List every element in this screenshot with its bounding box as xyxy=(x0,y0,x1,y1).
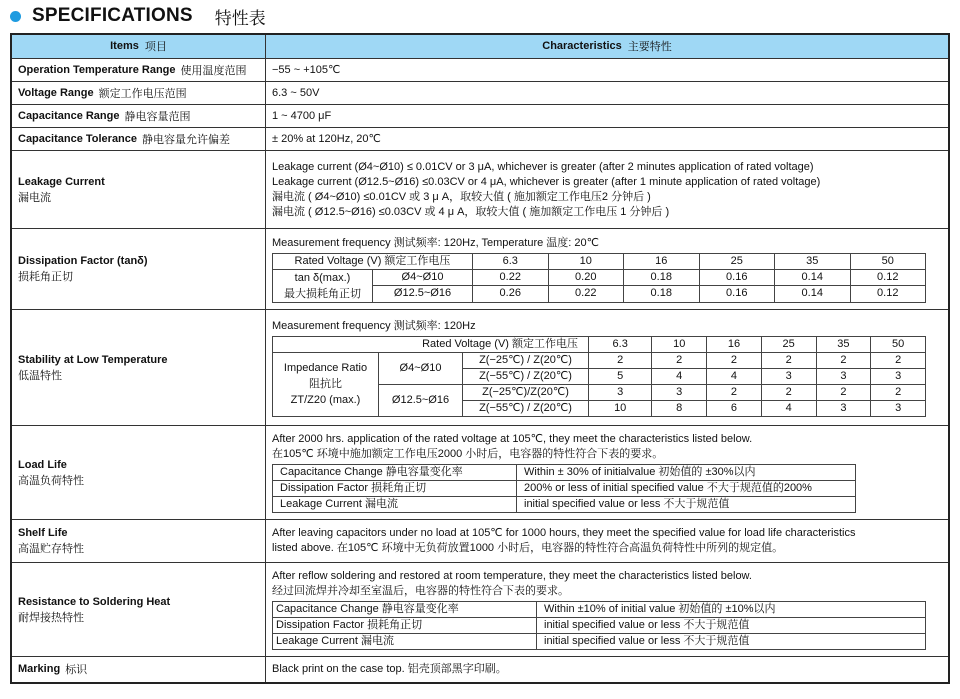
capacitance-range-label-cn: 静电容量范围 xyxy=(124,109,191,123)
load-life-requirement-cell: 200% or less of initial specified value 不大于规范值的200% xyxy=(517,481,856,497)
capacitance-tolerance-label-en: Capacitance Tolerance xyxy=(18,132,138,145)
tan-delta-cell: 0.14 xyxy=(775,286,851,303)
row-shelf-life xyxy=(12,519,948,562)
voltage-cell: 25 xyxy=(699,253,775,269)
section-title-cn: 特性表 xyxy=(214,8,266,29)
load-life-label xyxy=(12,426,266,519)
ratio-cell: 2 xyxy=(816,352,871,368)
tan-delta-cell: 0.22 xyxy=(473,269,549,286)
size-cell: Ø12.5~Ø16 xyxy=(373,286,473,303)
leakage-current-line: Leakage current (Ø4~Ø10) ≤ 0.01CV or 3 μA, whichever is greater (after 2 minutes application of rated voltage) xyxy=(272,160,814,173)
table-row xyxy=(273,352,926,368)
shelf-life-value xyxy=(266,520,948,562)
leakage-current-label xyxy=(12,151,266,228)
row-load-life xyxy=(12,425,948,519)
voltage-cell: 35 xyxy=(775,253,851,269)
leakage-current-label-en: Leakage Current xyxy=(18,175,105,188)
leakage-current-value xyxy=(266,151,948,228)
ratio-cell: 5 xyxy=(589,368,652,384)
soldering-heat-item-cell: Dissipation Factor 损耗角正切 xyxy=(273,618,537,634)
row-stability-low-temperature xyxy=(12,309,948,425)
section-header xyxy=(10,4,266,28)
marking-label-en: Marking xyxy=(18,663,61,675)
row-operation-temperature xyxy=(12,58,948,81)
tan-delta-label-en: tan δ(max.) xyxy=(294,271,351,284)
ratio-cell: 2 xyxy=(707,352,762,368)
soldering-heat-table xyxy=(272,601,926,650)
stability-note: Measurement frequency 测试频率: 120Hz xyxy=(272,319,476,332)
tan-delta-cell: 0.12 xyxy=(850,269,926,286)
ratio-cell: 2 xyxy=(871,352,926,368)
tan-delta-cell: 0.18 xyxy=(624,286,700,303)
items-header xyxy=(12,35,266,58)
soldering-heat-value xyxy=(266,563,948,656)
stability-low-temperature-label xyxy=(12,310,266,425)
leakage-current-line: Leakage current (Ø12.5~Ø16) ≤0.03CV or 4 μA, whichever is greater (after 1 minute application of rated voltage) xyxy=(272,175,821,188)
ratio-cell: 3 xyxy=(816,368,871,384)
shelf-life-label-cn: 高温贮存特性 xyxy=(18,542,84,555)
impedance-ratio-label-zt: ZT/Z20 (max.) xyxy=(290,394,361,406)
voltage-cell: 16 xyxy=(624,253,700,269)
capacitance-range-label xyxy=(12,105,266,127)
ratio-cell: 3 xyxy=(871,400,926,416)
table-header-row xyxy=(12,35,948,58)
tan-delta-label-cn: 最大损耗角正切 xyxy=(284,287,361,300)
tan-delta-cell: 0.18 xyxy=(624,269,700,286)
capacitance-tolerance-label xyxy=(12,128,266,150)
impedance-ratio-label-en: Impedance Ratio xyxy=(283,362,368,374)
voltage-cell: 10 xyxy=(548,253,624,269)
voltage-range-label-cn: 额定工作电压范围 xyxy=(98,86,187,100)
tan-delta-cell: 0.16 xyxy=(699,286,775,303)
voltage-cell: 35 xyxy=(816,336,871,352)
load-life-item-cell: Capacitance Change 静电容量变化率 xyxy=(273,465,517,481)
ratio-cell: 3 xyxy=(589,384,652,400)
size-cell: Ø4~Ø10 xyxy=(373,269,473,286)
ratio-cell: 10 xyxy=(589,400,652,416)
voltage-cell: 16 xyxy=(707,336,762,352)
operation-temperature-label-cn: 使用温度范围 xyxy=(180,63,247,77)
marking-label xyxy=(12,657,266,682)
soldering-heat-requirement-cell: initial specified value or less 不大于规范值 xyxy=(537,618,926,634)
voltage-cell: 6.3 xyxy=(589,336,652,352)
rated-voltage-label: Rated Voltage (V) 额定工作电压 xyxy=(273,253,473,269)
load-life-table xyxy=(272,464,856,513)
tan-delta-cell: 0.14 xyxy=(775,269,851,286)
load-life-label-en: Load Life xyxy=(18,458,67,471)
soldering-heat-label xyxy=(12,563,266,656)
ratio-cell: 2 xyxy=(761,352,816,368)
dissipation-factor-note: Measurement frequency 测试频率: 120Hz, Temperature 温度: 20℃ xyxy=(272,236,600,249)
table-row xyxy=(273,497,856,513)
soldering-heat-label-cn: 耐焊接热特性 xyxy=(18,610,84,624)
load-life-intro: 在105℃ 环境中施加额定工作电压2000 小时后，电容器的特性符合下表的要求。 xyxy=(272,448,664,460)
impedance-ratio-label xyxy=(273,352,379,416)
load-life-label-cn: 高温负荷特性 xyxy=(18,473,84,487)
ratio-cell: 2 xyxy=(589,352,652,368)
tan-delta-cell: 0.22 xyxy=(548,286,624,303)
table-row xyxy=(273,269,926,286)
capacitance-tolerance-value: ± 20% at 120Hz, 20℃ xyxy=(272,132,381,145)
ratio-cell: 2 xyxy=(652,352,707,368)
voltage-range-value: 6.3 ~ 50V xyxy=(272,86,320,99)
dissipation-factor-label-en: Dissipation Factor (tanδ) xyxy=(18,255,148,267)
capacitance-range-value: 1 ~ 4700 μF xyxy=(272,109,332,122)
load-life-item-cell: Dissipation Factor 损耗角正切 xyxy=(273,481,517,497)
row-voltage-range xyxy=(12,81,948,104)
ratio-cell: 3 xyxy=(761,368,816,384)
ratio-cell: 2 xyxy=(871,384,926,400)
ratio-cell: 6 xyxy=(707,400,762,416)
voltage-cell: 50 xyxy=(850,253,926,269)
tan-delta-cell: 0.20 xyxy=(548,269,624,286)
dissipation-factor-label xyxy=(12,229,266,309)
tan-delta-cell: 0.12 xyxy=(850,286,926,303)
capacitance-range-label-en: Capacitance Range xyxy=(18,109,120,122)
section-title: SPECIFICATIONS xyxy=(32,5,193,26)
shelf-life-line: After leaving capacitors under no load at 105℃ for 1000 hours, they meet the specified value for load life characteristics xyxy=(272,527,856,539)
capacitance-tolerance-label-cn: 静电容量允许偏差 xyxy=(142,132,231,146)
shelf-life-label-en: Shelf Life xyxy=(18,527,68,539)
items-header-label-cn: 项目 xyxy=(144,40,167,53)
ratio-cell: 8 xyxy=(652,400,707,416)
soldering-heat-intro: After reflow soldering and restored at room temperature, they meet the characteristics listed below. xyxy=(272,570,752,582)
row-dissipation-factor xyxy=(12,228,948,309)
table-row xyxy=(273,481,856,497)
size-cell: Ø12.5~Ø16 xyxy=(379,384,463,416)
soldering-heat-item-cell: Leakage Current 漏电流 xyxy=(273,634,537,650)
row-marking xyxy=(12,656,948,682)
ratio-cell: 2 xyxy=(707,384,762,400)
bullet-dot-icon xyxy=(10,11,21,22)
condition-cell: Z(−25℃) / Z(20℃) xyxy=(463,352,589,368)
voltage-cell: 10 xyxy=(652,336,707,352)
voltage-cell: 25 xyxy=(761,336,816,352)
characteristics-header-label-cn: 主要特性 xyxy=(627,40,672,53)
table-row xyxy=(273,465,856,481)
table-row xyxy=(273,618,926,634)
dissipation-factor-label-cn: 损耗角正切 xyxy=(18,270,73,283)
voltage-cell: 6.3 xyxy=(473,253,549,269)
table-row xyxy=(273,602,926,618)
ratio-cell: 3 xyxy=(652,384,707,400)
ratio-cell: 2 xyxy=(761,384,816,400)
soldering-heat-label-en: Resistance to Soldering Heat xyxy=(18,595,171,608)
load-life-item-cell: Leakage Current 漏电流 xyxy=(273,497,517,513)
row-capacitance-tolerance xyxy=(12,127,948,150)
voltage-range-label xyxy=(12,82,266,104)
row-soldering-heat xyxy=(12,562,948,656)
dissipation-factor-value xyxy=(266,229,948,309)
load-life-intro: After 2000 hrs. application of the rated voltage at 105℃, they meet the characteristics listed below. xyxy=(272,433,753,445)
condition-cell: Z(−55℃) / Z(20℃) xyxy=(463,400,589,416)
ratio-cell: 4 xyxy=(761,400,816,416)
shelf-life-line: listed above. 在105℃ 环境中无负荷放置1000 小时后，电容器的特性符合高温负荷特性中所列的规定值。 xyxy=(272,542,784,554)
dissipation-factor-table xyxy=(272,253,926,303)
condition-cell: Z(−55℃) / Z(20℃) xyxy=(463,368,589,384)
specifications-table xyxy=(10,33,950,684)
stability-low-temperature-value xyxy=(266,310,948,425)
stability-low-temperature-label-en: Stability at Low Temperature xyxy=(18,353,168,366)
leakage-current-label-cn: 漏电流 xyxy=(18,190,51,204)
shelf-life-label xyxy=(12,520,266,562)
condition-cell: Z(−25℃)/Z(20℃) xyxy=(463,384,589,400)
table-row xyxy=(273,336,926,352)
impedance-ratio-label-cn: 阻抗比 xyxy=(309,378,342,390)
operation-temperature-value: −55 ~ +105℃ xyxy=(272,63,341,76)
ratio-cell: 4 xyxy=(652,368,707,384)
tan-delta-cell: 0.26 xyxy=(473,286,549,303)
table-row xyxy=(273,634,926,650)
soldering-heat-requirement-cell: initial specified value or less 不大于规范值 xyxy=(537,634,926,650)
load-life-value xyxy=(266,426,948,519)
rated-voltage-label: Rated Voltage (V) 额定工作电压 xyxy=(273,336,589,352)
load-life-requirement-cell: Within ± 30% of initialvalue 初始值的 ±30%以内 xyxy=(517,465,856,481)
characteristics-header-label: Characteristics xyxy=(542,40,622,52)
characteristics-header xyxy=(266,35,948,58)
tan-delta-cell: 0.16 xyxy=(699,269,775,286)
tan-delta-label xyxy=(273,269,373,302)
leakage-current-line: 漏电流 ( Ø12.5~Ø16) ≤0.03CV 或 4 μ A，取较大值 ( 施加额定工作电压 1 分钟后 ) xyxy=(272,205,670,218)
soldering-heat-item-cell: Capacitance Change 静电容量变化率 xyxy=(273,602,537,618)
soldering-heat-requirement-cell: Within ±10% of initial value 初始值的 ±10%以内 xyxy=(537,602,926,618)
operation-temperature-label-en: Operation Temperature Range xyxy=(18,63,176,76)
row-leakage-current xyxy=(12,150,948,228)
items-header-label: Items xyxy=(110,40,139,52)
impedance-ratio-table xyxy=(272,336,926,417)
ratio-cell: 3 xyxy=(816,400,871,416)
soldering-heat-intro: 经过回流焊并冷却至室温后，电容器的特性符合下表的要求。 xyxy=(272,585,569,597)
operation-temperature-label xyxy=(12,59,266,81)
voltage-range-label-en: Voltage Range xyxy=(18,86,94,99)
stability-low-temperature-label-cn: 低温特性 xyxy=(18,368,62,382)
ratio-cell: 3 xyxy=(871,368,926,384)
marking-label-cn: 标识 xyxy=(65,663,88,676)
table-row xyxy=(273,253,926,269)
leakage-current-line: 漏电流 ( Ø4~Ø10) ≤0.01CV 或 3 μ A，取较大值 ( 施加额定工作电压2 分钟后 ) xyxy=(272,190,651,203)
marking-value: Black print on the case top. 铝壳顶部黑字印刷。 xyxy=(272,663,507,675)
size-cell: Ø4~Ø10 xyxy=(379,352,463,384)
load-life-requirement-cell: initial specified value or less 不大于规范值 xyxy=(517,497,856,513)
voltage-cell: 50 xyxy=(871,336,926,352)
ratio-cell: 2 xyxy=(816,384,871,400)
ratio-cell: 4 xyxy=(707,368,762,384)
row-capacitance-range xyxy=(12,104,948,127)
